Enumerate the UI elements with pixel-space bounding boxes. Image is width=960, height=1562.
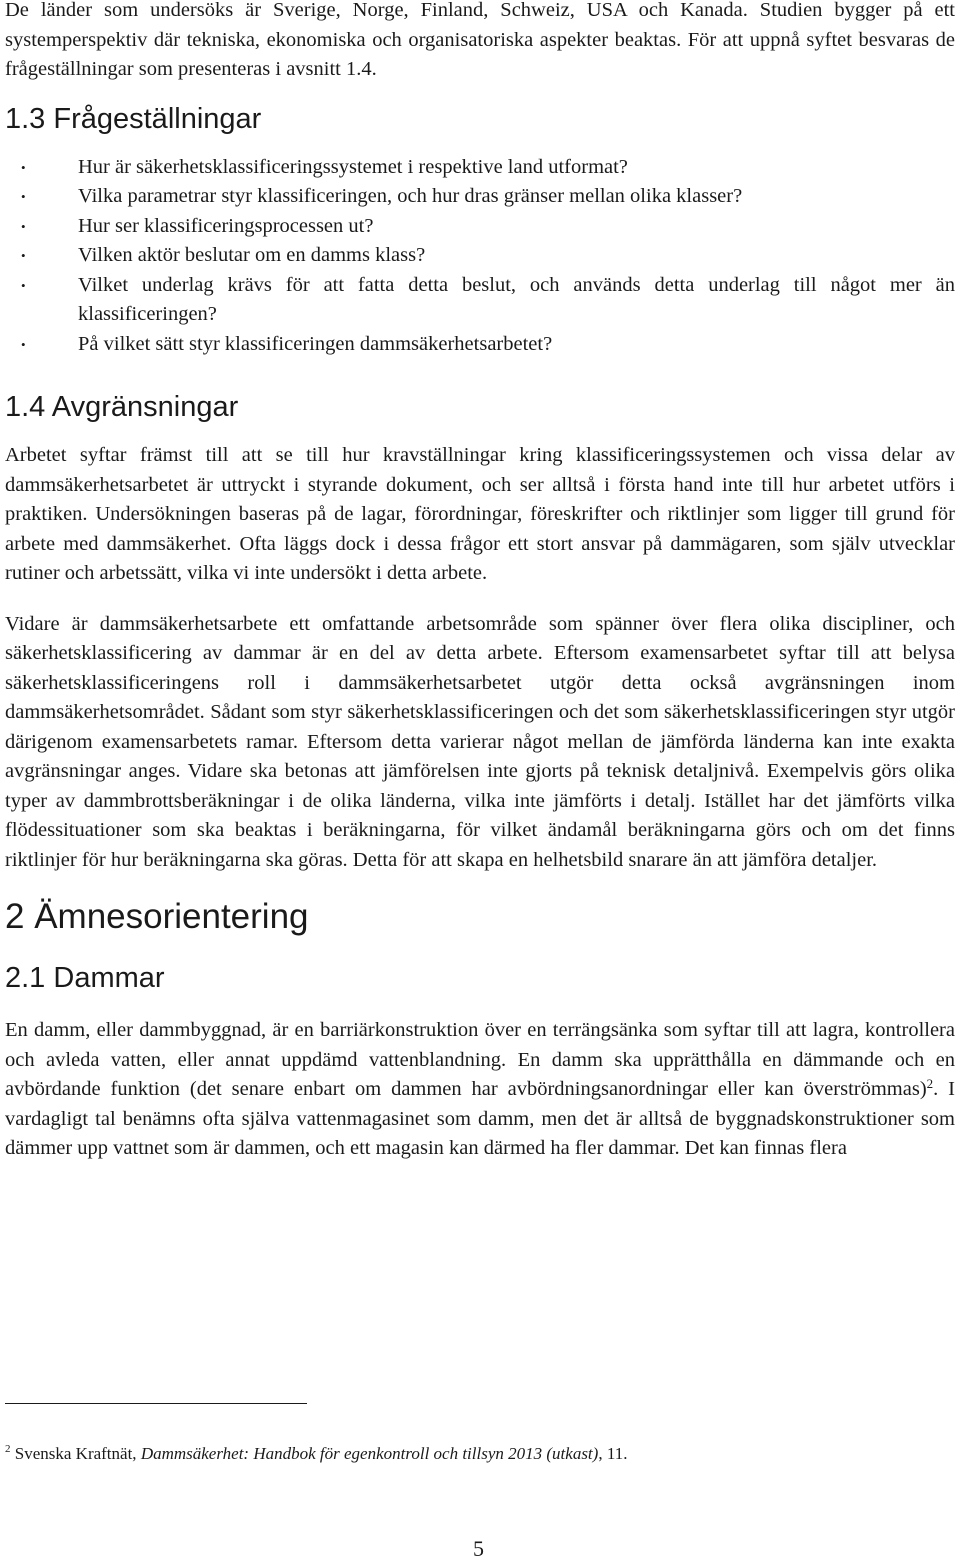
research-questions-list	[5, 153, 955, 360]
footnote-divider	[5, 1403, 307, 1404]
bullet-icon: •	[21, 159, 26, 175]
footnote-source-title: Dammsäkerhet: Handbok för egenkontroll och tillsyn 2013 (utkast)	[140, 1444, 599, 1463]
bullet-icon: •	[21, 218, 26, 234]
list-item: • Hur är säkerhetsklassificeringssystemet i respektive land utformat?	[78, 153, 955, 183]
list-item: • Vilken aktör beslutar om en damms klass?	[78, 241, 955, 271]
footnote: $^2$ Svenska Kraftnät, Dammsäkerhet: Handbok för egenkontroll och tillsyn 2013 (utkast), 11.	[5, 1443, 628, 1463]
bullet-icon: •	[21, 189, 26, 204]
footnote-marker: 2	[5, 1443, 11, 1455]
list-item: • Vilket underlag krävs för att fatta detta beslut, och används detta underlag till något mer än klassificeringen?	[78, 271, 955, 330]
page-number: 5	[473, 1536, 484, 1561]
delimitations-paragraph-1: Arbetet syftar främst till att se till hur kravställningar kring klassificeringssystemen och vissa delar av dammsäkerhetsarbetet är uttryckt i styrande dokument, och ser alltså i första hand inte till hur arbetet utförs i praktiken. Undersökningen baseras på de lagar, förordningar, föreskrifter och riktlinjer som ligger till grund för arbete med dammsäkerhet. Ofta läggs dock i dessa frågor ett stort ansvar på dammägaren, som själv utvecklar rutiner och arbetssätt, vilka vi inte undersökt i detta arbete.	[5, 444, 955, 584]
footnote-reference[interactable]: 2	[926, 1076, 934, 1091]
bullet-icon: •	[21, 248, 26, 263]
intro-paragraph: De länder som undersöks är Sverige, Norge, Finland, Schweiz, USA och Kanada. Studien bygger på ett systemperspektiv där tekniska, ekonomiska och organisatoriska aspekter beaktas. För att uppnå syftet besvaras de frågeställningar som presenteras i avsnitt 1.4.	[5, 0, 955, 80]
delimitations-paragraph-2: Vidare är dammsäkerhetsarbete ett omfattande arbetsområde som spänner över flera olika discipliner, och säkerhetsklassificering av dammar är en del av detta arbete. Eftersom examensarbetet syftar till att belysa säkerhetsklassificeringens roll i dammsäkerhetsarbetet utgör detta också avgränsningen inom dammsäkerhetsområdet. Sådant som styr säkerhetsklassificeringen och det som säkerhetsklassificeringen styr utgör därigenom examensarbetets ramar. Eftersom detta varierar något mellan de jämförda länderna kan inte exakta avgränsningar anges. Vidare ska betonas att jämförelsen inte gjorts på teknisk detaljnivå. Exempelvis görs olika typer av dammbrottsberäkningar i de olika länderna, vilka inte jämförts i detalj. Istället har det jämförts vilka flödessituationer som ska beaktas i beräkningarna, för vilket ändamål beräkningarna görs och om det finns riktlinjer för hur beräkningarna ska göras. Detta för att skapa en helhetsbild snarare än att jämföra detaljer.	[5, 612, 955, 871]
bullet-icon: •	[21, 277, 26, 293]
section-heading-1-3: 1.3 Frågeställningar	[5, 102, 262, 135]
list-item: • Hur ser klassificeringsprocessen ut?	[78, 212, 955, 242]
document-page	[5, 0, 955, 1561]
bullet-icon: •	[21, 336, 26, 352]
section-heading-1-4: 1.4 Avgränsningar	[5, 391, 239, 423]
list-item: • Vilka parametrar styr klassificeringen, och hur dras gränser mellan olika klasser?	[78, 182, 955, 212]
dams-paragraph: En damm, eller dammbyggnad, är en barriärkonstruktion över en terrängsänka som syftar till att lagra, kontrollera och avleda vatten, eller annat uppdämd vattenblandning. En damm ska upprätthålla en dämmande och en avbördande funktion (det senare enbart om dammen har avbördningsanordningar eller kan överströmmas)$^2$. I vardagligt tal benämns ofta själva vattenmagasinet som damm, men det är alltså de byggnadskonstruktioner som dämmer upp vattnet som är dammen, och ett magasin kan därmed ha fler dammar. Det kan finnas flera	[5, 1019, 955, 1159]
section-heading-2-1: 2.1 Dammar	[5, 962, 165, 994]
list-item: • På vilket sätt styr klassificeringen dammsäkerhetsarbetet?	[78, 330, 955, 360]
chapter-heading-2: 2 Ämnesorientering	[5, 897, 309, 936]
